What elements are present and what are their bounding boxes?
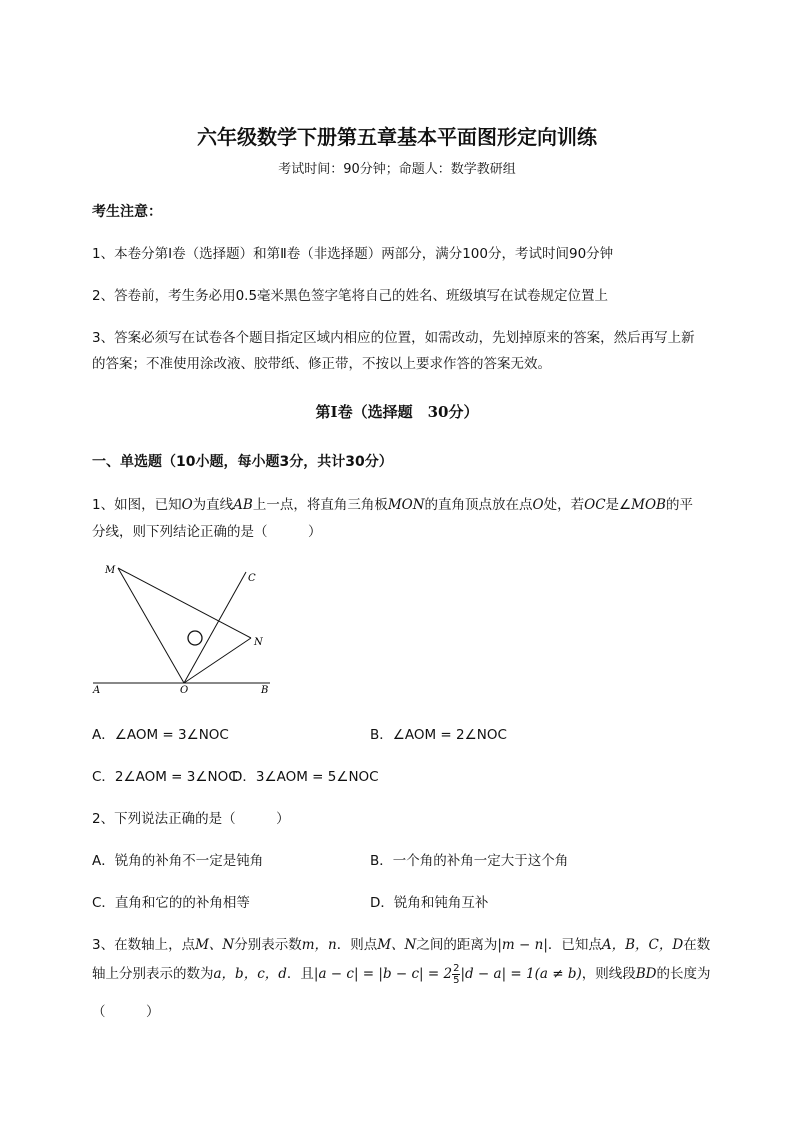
label-o: O — [180, 685, 189, 696]
q2-option-c[interactable]: C．直角和它的的补角相等 — [92, 895, 250, 911]
notice-item-3-cont: 的答案；不准使用涂改液、胶带纸、修正带，不按以上要求作答的答案无效。 — [92, 356, 551, 372]
triangle-hole-circle — [188, 631, 202, 645]
q2-option-a[interactable]: A．锐角的补角不一定是钝角 — [92, 853, 264, 869]
ray-oc — [184, 572, 246, 683]
notice-item-3: 3、答案必须写在试卷各个题目指定区域内相应的位置，如需改动，先划掉原来的答案，然后再写上新 — [92, 330, 695, 346]
exam-subtitle: 考试时间：90分钟；命题人：数学教研组 — [278, 162, 516, 177]
mc-heading: 一、单选题（10小题，每小题3分，共计30分） — [92, 454, 393, 470]
q1-option-c[interactable]: C．2∠AOM = 3∠NOC — [92, 769, 238, 785]
q1-stem-line1: 1、如图，已知O为直线AB上一点，将直角三角板MON的直角顶点放在点O处，若OC是∠MOB的平 — [92, 497, 693, 513]
label-c: C — [248, 573, 256, 584]
q2-option-b[interactable]: B．一个角的补角一定大于这个角 — [370, 853, 569, 869]
fraction-two-fifths: $\frac{2}{5}$ — [453, 962, 460, 986]
notice-heading: 考生注意： — [92, 204, 162, 220]
q3-stem-line2: 轴上分别表示的数为a，b，c，d．且|a − c| = |b − c| = 2 $\frac{2}{5}$ |d − a| = 1(a ≠ b)，则线段BD的长度为 — [92, 962, 711, 986]
q1-option-d[interactable]: D．3∠AOM = 5∠NOC — [232, 769, 379, 785]
page-title: 六年级数学下册第五章基本平面图形定向训练 — [197, 125, 597, 149]
q2-option-d[interactable]: D．锐角和钝角互补 — [370, 895, 489, 911]
q2-stem: 2、下列说法正确的是（ ） — [92, 811, 290, 827]
q1-option-a[interactable]: A．∠AOM = 3∠NOC — [92, 727, 229, 743]
notice-item-2: 2、答卷前，考生务必用0.5毫米黑色签字笔将自己的姓名、班级填写在试卷规定位置上 — [92, 288, 609, 304]
notice-item-1: 1、本卷分第Ⅰ卷（选择题）和第Ⅱ卷（非选择题）两部分，满分100分，考试时间90分钟 — [92, 246, 614, 262]
q3-stem-line1: 3、在数轴上，点M、N分别表示数m，n．则点M、N之间的距离为|m − n|．已知点A，B，C，D在数 — [92, 937, 711, 953]
label-n: N — [254, 637, 263, 648]
q1-figure — [88, 560, 278, 700]
section-title: 第Ⅰ卷（选择题 30分） — [315, 403, 479, 421]
label-m: M — [105, 565, 116, 576]
q1-option-b[interactable]: B．∠AOM = 2∠NOC — [370, 727, 507, 743]
label-a: A — [93, 685, 101, 696]
label-b: B — [261, 685, 269, 696]
q3-answer-blank: （ ） — [92, 1004, 160, 1020]
q1-stem-line2: 分线，则下列结论正确的是（ ） — [92, 524, 322, 540]
